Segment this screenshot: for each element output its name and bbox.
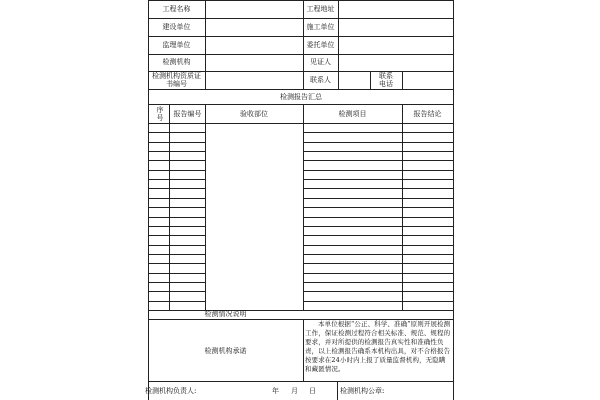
conclusion-cell[interactable] <box>403 180 453 187</box>
report-no-cell[interactable] <box>170 124 205 131</box>
report-no-cell[interactable] <box>170 189 205 196</box>
conclusion-cell[interactable] <box>403 274 453 281</box>
responsible-person-label: 检测机构负责人: <box>145 387 197 395</box>
report-no-cell[interactable] <box>170 246 205 253</box>
test-item-cell[interactable] <box>304 124 402 131</box>
report-no-cell[interactable] <box>170 274 205 281</box>
seq-cell[interactable] <box>149 236 169 243</box>
day-label: 日 <box>309 387 316 395</box>
seq-cell[interactable] <box>149 180 169 187</box>
report-no-cell[interactable] <box>170 218 205 225</box>
summary-title: 检测报告汇总 <box>280 93 322 101</box>
test-item-cell[interactable] <box>304 152 402 159</box>
project-address-field[interactable] <box>339 1 452 17</box>
seq-cell[interactable] <box>149 171 169 178</box>
test-item-cell[interactable] <box>304 255 402 262</box>
seq-cell[interactable] <box>149 218 169 225</box>
contractor-unit-field[interactable] <box>339 19 452 35</box>
header-row-line <box>148 89 454 90</box>
witness-field[interactable] <box>339 55 452 70</box>
report-no-cell[interactable] <box>170 143 205 150</box>
contact-person-field[interactable] <box>339 72 369 88</box>
commitment-divider <box>303 319 304 381</box>
responsible-person-field[interactable] <box>212 384 268 398</box>
conclusion-cell[interactable] <box>403 264 453 271</box>
seq-cell[interactable] <box>149 124 169 131</box>
test-item-cell[interactable] <box>304 208 402 215</box>
conclusion-cell[interactable] <box>403 161 453 168</box>
entrusting-unit-label: 委托单位 <box>306 41 335 49</box>
test-item-cell[interactable] <box>304 171 402 178</box>
seq-cell[interactable] <box>149 227 169 234</box>
report-no-cell[interactable] <box>170 264 205 271</box>
test-item-cell[interactable] <box>304 199 402 206</box>
conclusion-cell[interactable] <box>403 292 453 299</box>
test-item-cell[interactable] <box>304 143 402 150</box>
conclusion-cell[interactable] <box>403 152 453 159</box>
seal-label: 检测机构公章: <box>340 387 385 395</box>
report-no-cell[interactable] <box>170 161 205 168</box>
seq-cell[interactable] <box>149 152 169 159</box>
construction-unit-label: 建设单位 <box>162 23 191 31</box>
seq-cell[interactable] <box>149 199 169 206</box>
conclusion-cell[interactable] <box>403 208 453 215</box>
supervision-unit-label: 监理单位 <box>162 41 191 49</box>
test-item-cell[interactable] <box>304 236 402 243</box>
test-item-cell[interactable] <box>304 292 402 299</box>
test-item-cell[interactable] <box>304 283 402 290</box>
witness-label: 见证人 <box>310 58 331 66</box>
seq-cell[interactable] <box>149 283 169 290</box>
report-no-cell[interactable] <box>170 255 205 262</box>
conclusion-cell[interactable] <box>403 189 453 196</box>
test-item-column-header: 检测项目 <box>338 110 367 118</box>
conclusion-cell[interactable] <box>403 302 453 309</box>
footer-divider <box>337 381 338 400</box>
project-name-label: 工程名称 <box>162 5 191 13</box>
test-item-cell[interactable] <box>304 246 402 253</box>
entrusting-unit-field[interactable] <box>339 37 452 53</box>
report-no-cell[interactable] <box>170 283 205 290</box>
header-divider <box>370 71 371 90</box>
qualification-cert-label: 检测机构资质证书编号 <box>152 72 201 88</box>
contractor-unit-label: 施工单位 <box>306 23 335 31</box>
contact-phone-field[interactable] <box>403 72 452 88</box>
test-item-cell[interactable] <box>304 189 402 196</box>
month-label: 月 <box>291 387 298 395</box>
test-item-cell[interactable] <box>304 218 402 225</box>
test-item-cell[interactable] <box>304 264 402 271</box>
notes-field[interactable] <box>304 311 452 319</box>
report-no-cell[interactable] <box>170 236 205 243</box>
seq-cell[interactable] <box>149 246 169 253</box>
qualification-cert-field[interactable] <box>206 72 302 88</box>
commitment-bottom-line <box>148 381 454 382</box>
conclusion-cell[interactable] <box>403 227 453 234</box>
conclusion-cell[interactable] <box>403 283 453 290</box>
notes-label: 检测情况说明 <box>204 310 247 318</box>
report-no-cell[interactable] <box>170 199 205 206</box>
conclusion-cell[interactable] <box>403 133 453 140</box>
conclusion-cell[interactable] <box>403 143 453 150</box>
right-border <box>453 0 454 400</box>
summary-title-line <box>148 104 454 105</box>
report-no-cell[interactable] <box>170 152 205 159</box>
project-address-label: 工程地址 <box>306 5 335 13</box>
conclusion-cell[interactable] <box>403 236 453 243</box>
seq-cell[interactable] <box>149 161 169 168</box>
acceptance-part-cell[interactable] <box>206 124 302 309</box>
conclusion-cell[interactable] <box>403 124 453 131</box>
project-name-field[interactable] <box>206 1 302 17</box>
report-no-cell[interactable] <box>170 208 205 215</box>
conclusion-cell[interactable] <box>403 246 453 253</box>
seal-field[interactable] <box>400 384 452 398</box>
test-item-cell[interactable] <box>304 180 402 187</box>
test-item-cell[interactable] <box>304 302 402 309</box>
conclusion-cell[interactable] <box>403 171 453 178</box>
conclusion-cell[interactable] <box>403 199 453 206</box>
report-no-cell[interactable] <box>170 302 205 309</box>
year-label: 年 <box>272 387 279 395</box>
seq-cell[interactable] <box>149 189 169 196</box>
seq-cell[interactable] <box>149 274 169 281</box>
testing-agency-label: 检测机构 <box>162 58 191 66</box>
seq-cell[interactable] <box>149 143 169 150</box>
seq-cell[interactable] <box>149 264 169 271</box>
report-no-cell[interactable] <box>170 171 205 178</box>
seq-cell[interactable] <box>149 133 169 140</box>
testing-agency-field[interactable] <box>206 55 302 70</box>
report-no-cell[interactable] <box>170 227 205 234</box>
conclusion-column-header: 报告结论 <box>413 110 442 118</box>
seq-column-header: 序号 <box>156 106 164 122</box>
conclusion-cell[interactable] <box>403 218 453 225</box>
test-item-cell[interactable] <box>304 133 402 140</box>
supervision-unit-field[interactable] <box>206 37 302 53</box>
contact-phone-label: 联系电话 <box>379 72 393 88</box>
report-no-cell[interactable] <box>170 133 205 140</box>
commitment-label: 检测机构承诺 <box>204 347 247 355</box>
report-no-cell[interactable] <box>170 180 205 187</box>
conclusion-cell[interactable] <box>403 255 453 262</box>
seq-cell[interactable] <box>149 292 169 299</box>
report-no-cell[interactable] <box>170 292 205 299</box>
commitment-text: 本单位根据“公正、科学、准确”原则开展检测工作，保证检测过程符合相关标准、规范、规程的要求，并对所提供的检测报告真实性和准确性负责，以上检测报告确系本机构出具，对不合格报告按要求在24小时内上报了质量监督机构，无隐瞒和藏匿情况。 <box>305 320 451 373</box>
acceptance-part-column-header: 验收部位 <box>240 110 268 118</box>
test-item-cell[interactable] <box>304 161 402 168</box>
test-item-cell[interactable] <box>304 227 402 234</box>
seq-cell[interactable] <box>149 255 169 262</box>
seq-cell[interactable] <box>149 302 169 309</box>
seq-cell[interactable] <box>149 208 169 215</box>
test-item-cell[interactable] <box>304 274 402 281</box>
construction-unit-field[interactable] <box>206 19 302 35</box>
contact-person-label: 联系人 <box>310 76 331 84</box>
report-no-column-header: 报告编号 <box>173 110 202 118</box>
